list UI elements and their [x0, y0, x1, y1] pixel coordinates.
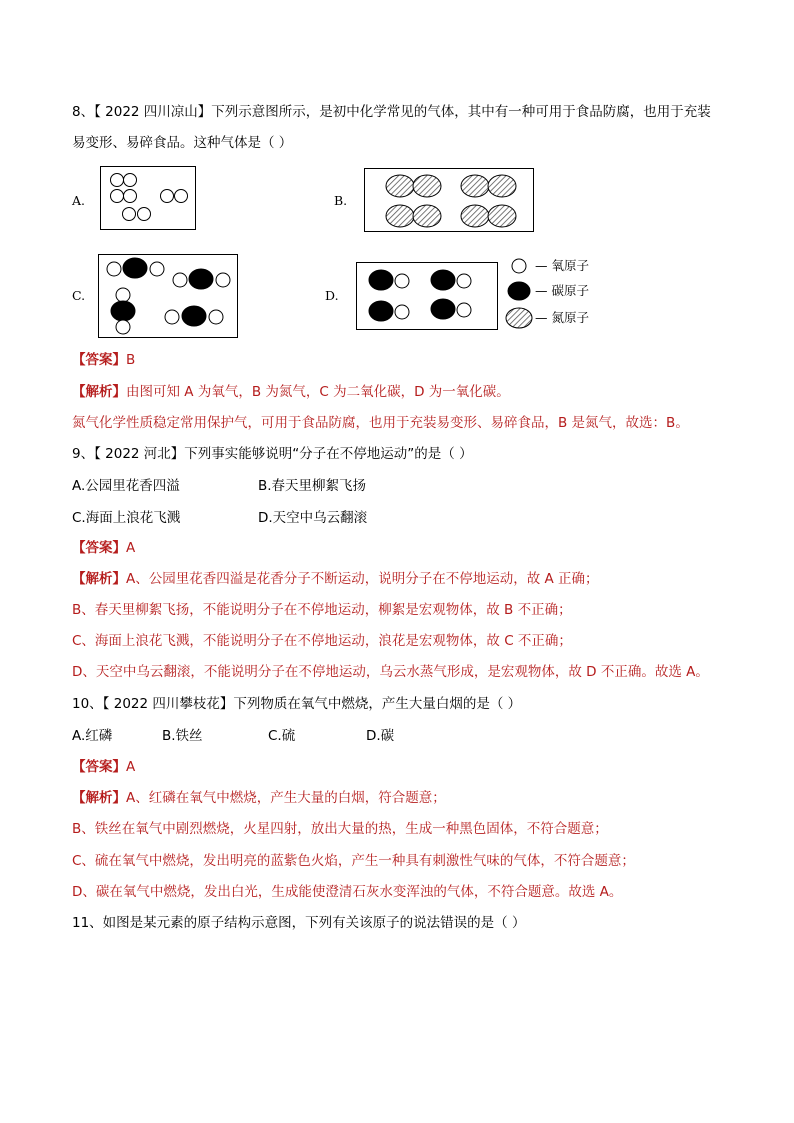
- nitrogen-atom: [488, 175, 516, 197]
- carbon-atom: [123, 258, 147, 278]
- oxygen-atom: [395, 274, 409, 288]
- oxygen-atom: [216, 273, 230, 287]
- q9-option-a: A.公园里花香四溢: [72, 478, 180, 494]
- q8-option-d-label: D.: [325, 288, 339, 303]
- oxygen-atom: [107, 262, 121, 276]
- nitrogen-legend-icon: [506, 308, 532, 328]
- q8-option-c-label: C.: [72, 288, 86, 303]
- carbon-atom: [369, 270, 393, 290]
- q10-option-c: C.硫: [268, 728, 296, 744]
- q9-analysis-line2: B、春天里柳絮飞扬，不能说明分子在不停地运动，柳絮是宏观物体，故 B 不正确；: [72, 602, 572, 618]
- analysis-tag: 【解析】: [72, 790, 126, 806]
- q8-analysis-line1: [72, 382, 510, 402]
- q8-legend-carbon: — 碳原子: [535, 283, 589, 298]
- answer-value: A: [126, 540, 136, 556]
- q10-answer: [72, 757, 135, 777]
- carbon-legend-icon: [508, 282, 530, 300]
- oxygen-atom: [395, 305, 409, 319]
- q10-analysis-line1: [72, 788, 446, 808]
- q8-option-a-molecules: [101, 167, 195, 229]
- q9-analysis-line3: C、海面上浪花飞溅，不能说明分子在不停地运动，浪花是宏观物体，故 C 不正确；: [72, 633, 572, 649]
- oxygen-atom: [165, 310, 179, 324]
- q9-answer: [72, 538, 135, 558]
- q8-number: 8、【: [72, 104, 101, 120]
- oxygen-atom: [111, 174, 124, 187]
- oxygen-atom: [173, 273, 187, 287]
- nitrogen-atom: [386, 205, 414, 227]
- q10-analysis-line2: B、铁丝在氧气中剧烈燃烧，火星四射，放出大量的热，生成一种黑色固体，不符合题意；: [72, 821, 608, 837]
- q10-option-b: B.铁丝: [162, 728, 203, 744]
- nitrogen-atom: [413, 205, 441, 227]
- answer-value: A: [126, 759, 136, 775]
- q9-option-c: C.海面上浪花飞溅: [72, 510, 181, 526]
- nitrogen-atom: [386, 175, 414, 197]
- analysis-tag: 【解析】: [72, 571, 126, 587]
- q8-option-b-diagram: [364, 168, 534, 232]
- answer-tag: 【答案】: [72, 759, 126, 775]
- answer-value: B: [126, 352, 136, 368]
- q10-analysis-line4: D、碳在氧气中燃烧，发出白光，生成能使澄清石灰水变浑浊的气体，不符合题意。故选 A。: [72, 884, 623, 900]
- nitrogen-atom: [488, 205, 516, 227]
- analysis-tag: 【解析】: [72, 384, 126, 400]
- oxygen-atom: [457, 303, 471, 317]
- q8-option-c-molecules: [99, 255, 237, 337]
- oxygen-atom: [209, 310, 223, 324]
- oxygen-atom: [124, 190, 137, 203]
- oxygen-atom: [138, 208, 151, 221]
- q9-stem: [72, 444, 473, 464]
- q8-analysis-line2: 氮气化学性质稳定常用保护气，可用于食品防腐，也用于充装易变形、易碎食品，B 是氮气，故选：B。: [72, 415, 689, 431]
- q9-source: 2022 河北】: [100, 446, 185, 462]
- q8-option-a-label: A.: [72, 193, 86, 208]
- q10-analysis-line3: C、硫在氧气中燃烧，发出明亮的蓝紫色火焰，产生一种具有刺激性气味的气体，不符合题意；: [72, 853, 635, 869]
- carbon-atom: [182, 306, 206, 326]
- q8-answer: [72, 350, 135, 370]
- carbon-atom: [431, 270, 455, 290]
- q9-analysis-line1: [72, 569, 599, 589]
- oxygen-atom: [123, 208, 136, 221]
- q10-option-d: D.碳: [366, 728, 395, 744]
- answer-tag: 【答案】: [72, 352, 126, 368]
- q10-number: 10、【: [72, 696, 110, 712]
- carbon-atom: [431, 299, 455, 319]
- q8-option-b-label: B.: [334, 193, 348, 208]
- oxygen-atom: [175, 190, 188, 203]
- q10-stem: [72, 694, 521, 714]
- q9-stem-text: 下列事实能够说明“分子在不停地运动”的是（ ）: [184, 446, 473, 462]
- oxygen-atom: [150, 262, 164, 276]
- q9-analysis-line4: D、天空中乌云翻滚，不能说明分子在不停地运动，乌云水蒸气形成，是宏观物体，故 D 不正确。故选 A。: [72, 664, 709, 680]
- q9-number: 9、【: [72, 446, 101, 462]
- q8-option-d-diagram: [356, 262, 498, 330]
- analysis-text: 由图可知 A 为氧气，B 为氮气，C 为二氧化碳，D 为一氧化碳。: [126, 384, 510, 400]
- q8-option-c-diagram: [98, 254, 238, 338]
- answer-tag: 【答案】: [72, 540, 126, 556]
- oxygen-legend-icon: [512, 259, 526, 273]
- oxygen-atom: [111, 190, 124, 203]
- q10-stem-text: 下列物质在氧气中燃烧，产生大量白烟的是（ ）: [233, 696, 522, 712]
- carbon-atom: [369, 301, 393, 321]
- oxygen-atom: [116, 320, 130, 334]
- analysis-text: A、公园里花香四溢是花香分子不断运动，说明分子在不停地运动，故 A 正确；: [126, 571, 599, 587]
- oxygen-atom: [124, 174, 137, 187]
- oxygen-atom: [161, 190, 174, 203]
- q8-legend-nitrogen: — 氮原子: [535, 310, 589, 325]
- q9-option-b: B.春天里柳絮飞扬: [258, 478, 367, 494]
- carbon-atom: [111, 301, 135, 321]
- q11-stem: 11、如图是某元素的原子结构示意图，下列有关该原子的说法错误的是（ ）: [72, 915, 526, 931]
- q8-stem-line1: [72, 102, 711, 122]
- nitrogen-atom: [461, 205, 489, 227]
- oxygen-atom: [116, 288, 130, 302]
- nitrogen-atom: [413, 175, 441, 197]
- q8-stem-text: 下列示意图所示，是初中化学常见的气体，其中有一种可用于食品防腐，也用于充装: [211, 104, 711, 120]
- q8-stem-line2: 易变形、易碎食品。这种气体是（ ）: [72, 135, 293, 151]
- q10-option-a: A.红磷: [72, 728, 113, 744]
- q8-legend-oxygen: — 氧原子: [535, 258, 589, 273]
- q9-option-d: D.天空中乌云翻滚: [258, 510, 368, 526]
- carbon-atom: [189, 269, 213, 289]
- q8-option-a-diagram: [100, 166, 196, 230]
- q8-source: 2022 四川凉山】: [100, 104, 212, 120]
- analysis-text: A、红磷在氧气中燃烧，产生大量的白烟，符合题意；: [126, 790, 446, 806]
- q8-option-d-molecules: [357, 263, 497, 329]
- q8-option-b-molecules: [365, 169, 533, 231]
- nitrogen-atom: [461, 175, 489, 197]
- q10-source: 2022 四川攀枝花】: [109, 696, 234, 712]
- oxygen-atom: [457, 274, 471, 288]
